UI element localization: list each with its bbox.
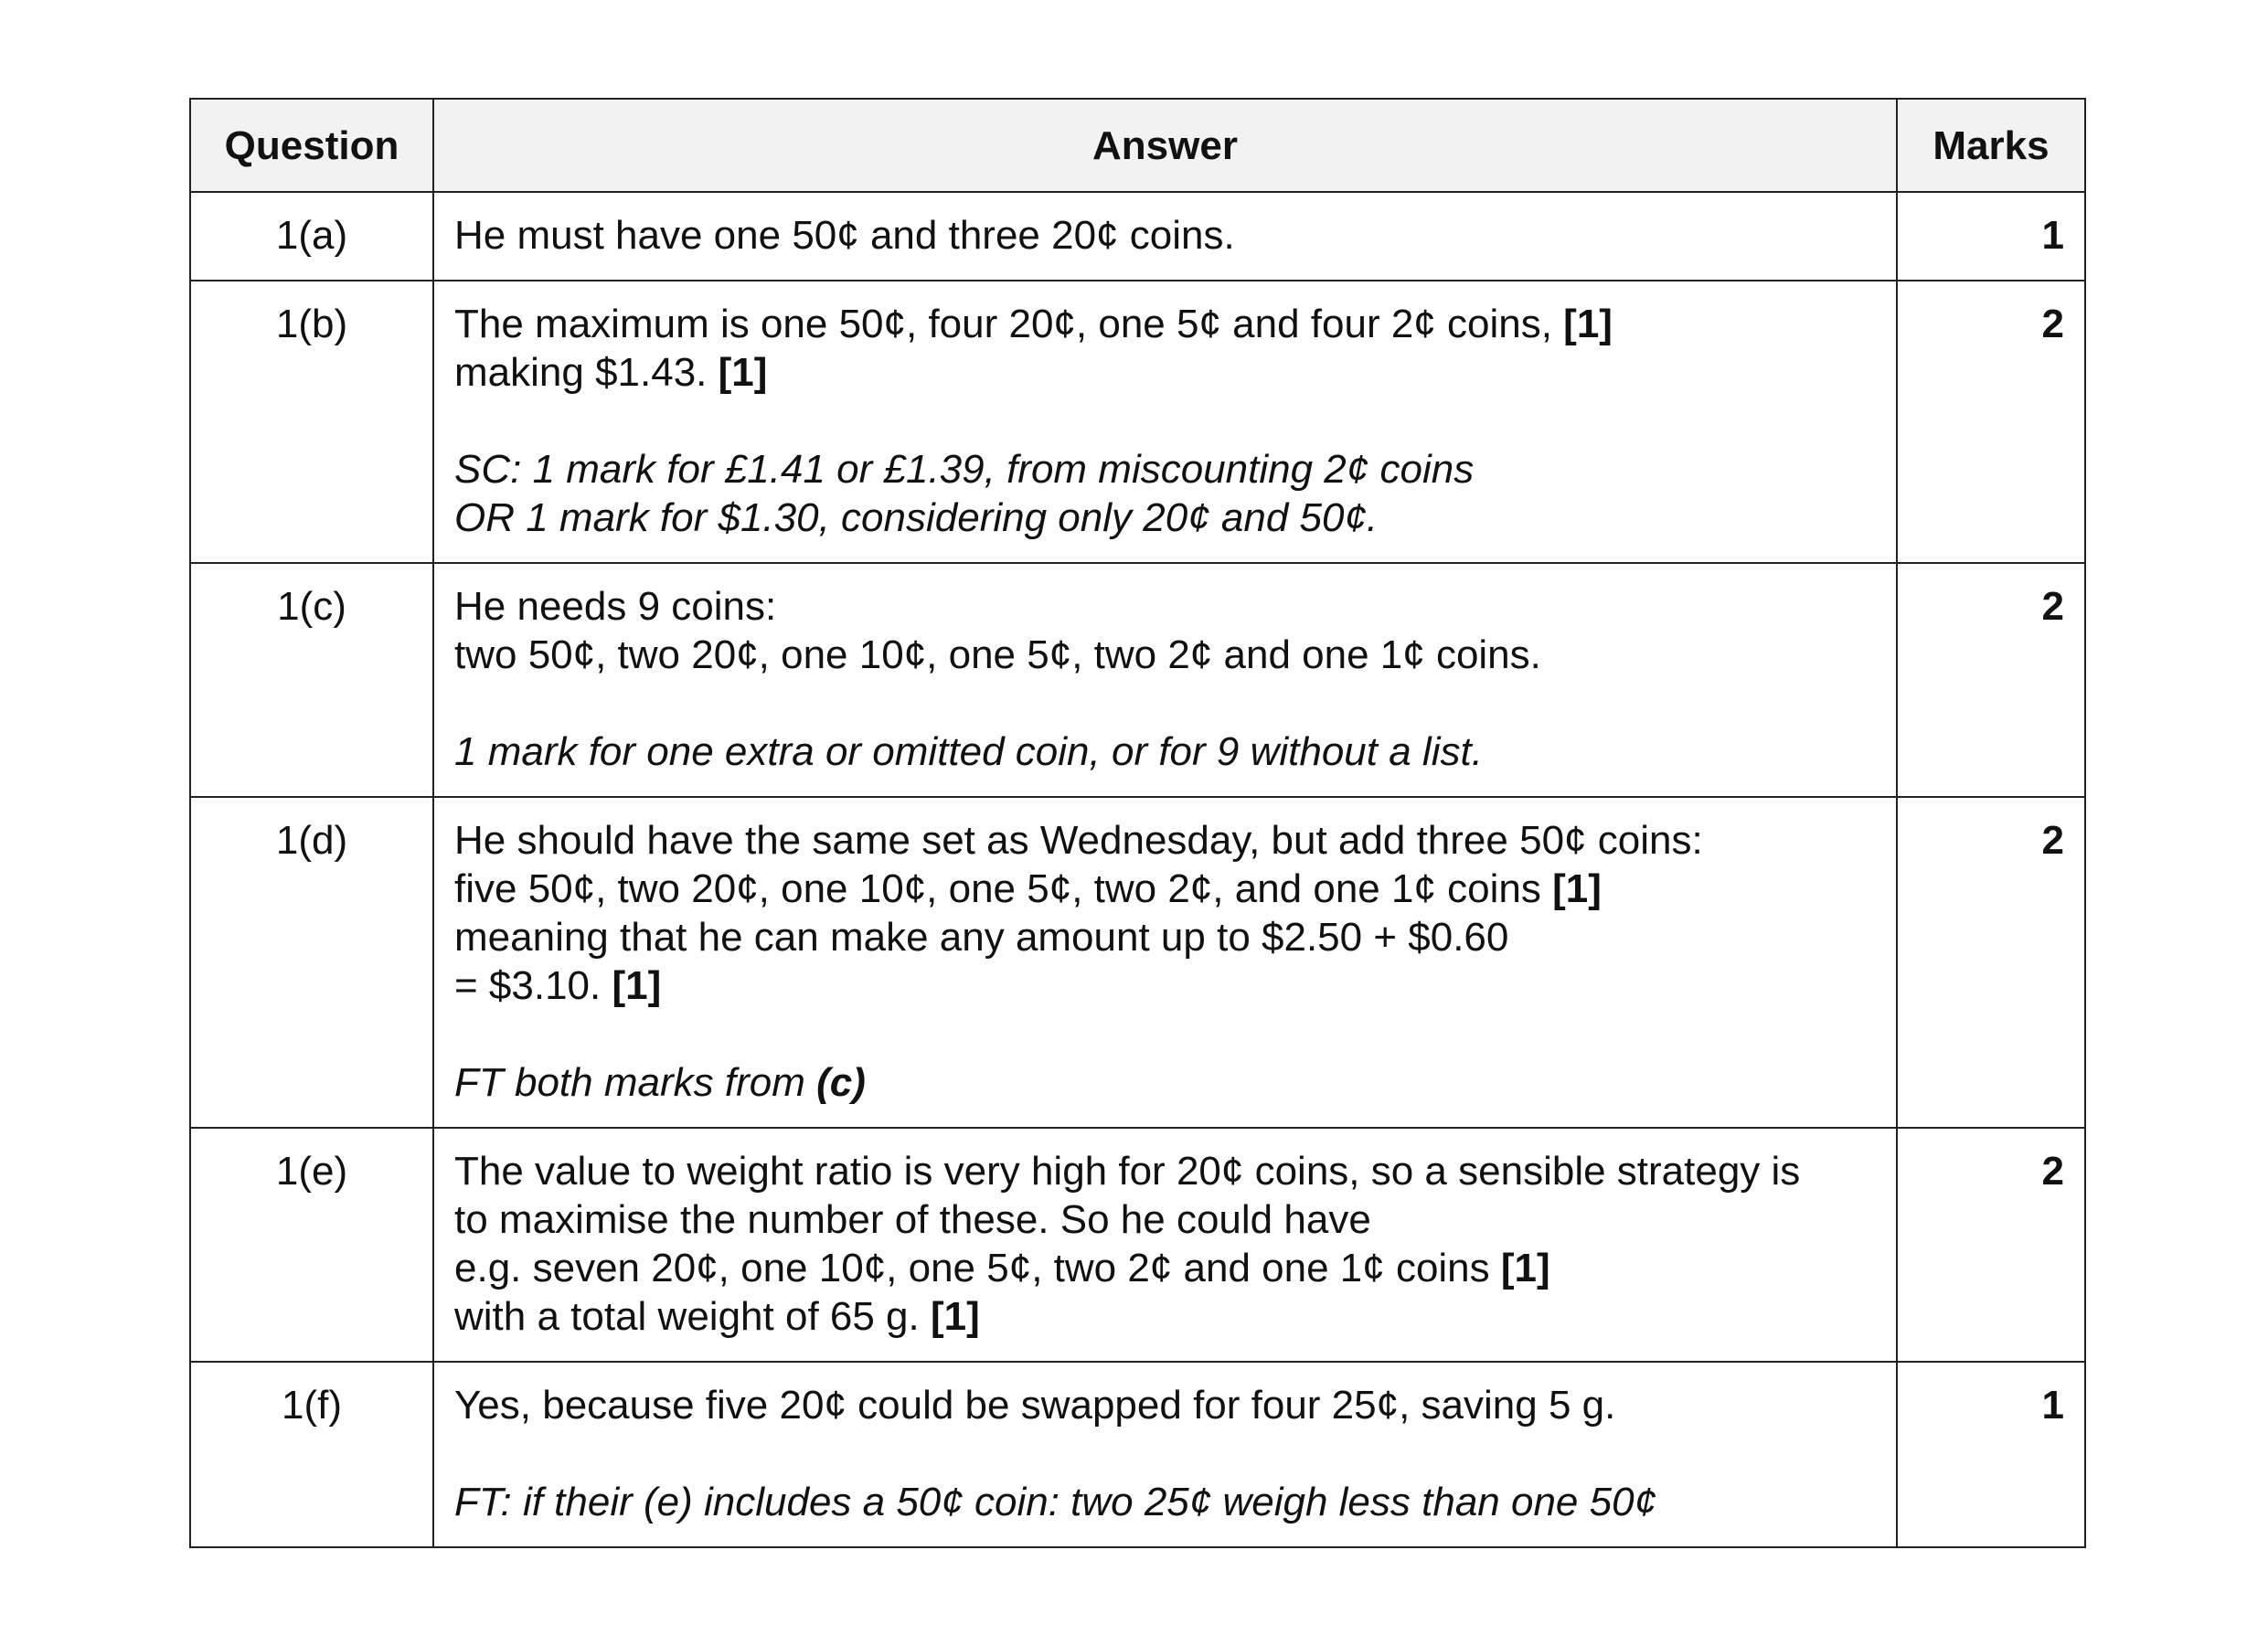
marks-cell: 2 — [1897, 563, 2085, 797]
paragraph-gap — [454, 1010, 1876, 1058]
guidance-text: 1 mark for one extra or omitted coin, or for 9 without a list. — [454, 729, 1483, 774]
table-body — [190, 192, 2085, 1547]
answer-line — [454, 211, 1876, 260]
answer-text: two 50¢, two 20¢, one 10¢, one 5¢, two 2¢ and one 1¢ coins. — [454, 632, 1541, 677]
marks-cell: 2 — [1897, 1128, 2085, 1362]
mark-allocation: [1] — [1552, 866, 1602, 911]
guidance-text: FT: if their (e) includes a 50¢ coin: two 25¢ weigh less than one 50¢ — [454, 1480, 1657, 1524]
answer-cell — [433, 281, 1897, 563]
header-question: Question — [190, 99, 433, 192]
table-row — [190, 281, 2085, 563]
table-row — [190, 797, 2085, 1128]
paragraph-gap — [454, 397, 1876, 445]
answer-line — [454, 1381, 1876, 1429]
mark-allocation: [1] — [1563, 302, 1613, 346]
marks-cell: 2 — [1897, 281, 2085, 563]
mark-allocation: [1] — [930, 1294, 980, 1339]
mark-allocation: [1] — [1500, 1246, 1550, 1290]
answer-text: Yes, because five 20¢ could be swapped for four 25¢, saving 5 g. — [454, 1383, 1616, 1428]
answer-text: He should have the same set as Wednesday, but add three 50¢ coins: — [454, 818, 1703, 863]
answer-cell — [433, 563, 1897, 797]
answer-cell — [433, 192, 1897, 281]
answer-line — [454, 300, 1876, 348]
question-cell: 1(d) — [190, 797, 433, 1128]
mark-scheme-table — [189, 98, 2086, 1548]
question-cell: 1(f) — [190, 1362, 433, 1547]
answer-cell — [433, 1128, 1897, 1362]
header-marks: Marks — [1897, 99, 2085, 192]
guidance-text: FT both marks from — [454, 1060, 805, 1105]
guidance-line — [454, 727, 1876, 776]
mark-allocation: [1] — [718, 350, 768, 395]
table-row — [190, 192, 2085, 281]
guidance-line — [454, 445, 1876, 494]
paragraph-gap — [454, 679, 1876, 727]
answer-line — [454, 816, 1876, 865]
answer-text: meaning that he can make any amount up to $2.50 + $0.60 — [454, 915, 1509, 960]
table-row — [190, 1362, 2085, 1547]
answer-line — [454, 865, 1876, 913]
answer-line — [454, 913, 1876, 961]
answer-line — [454, 1195, 1876, 1244]
answer-text: He must have one 50¢ and three 20¢ coins. — [454, 213, 1235, 258]
answer-text: The maximum is one 50¢, four 20¢, one 5¢ and four 2¢ coins, — [454, 302, 1552, 346]
question-cell: 1(e) — [190, 1128, 433, 1362]
part-reference: (c) — [816, 1060, 866, 1105]
answer-text: He needs 9 coins: — [454, 584, 777, 629]
guidance-text: OR 1 mark for $1.30, considering only 20¢ and 50¢. — [454, 495, 1379, 540]
answer-line — [454, 1292, 1876, 1341]
answer-text: to maximise the number of these. So he could have — [454, 1197, 1371, 1242]
paragraph-gap — [454, 1429, 1876, 1478]
answer-line — [454, 1244, 1876, 1292]
answer-text: = $3.10. — [454, 963, 602, 1008]
answer-cell — [433, 797, 1897, 1128]
answer-text: e.g. seven 20¢, one 10¢, one 5¢, two 2¢ and one 1¢ coins — [454, 1246, 1490, 1290]
answer-line — [454, 348, 1876, 397]
table-row — [190, 563, 2085, 797]
guidance-line — [454, 1478, 1876, 1526]
guidance-text: SC: 1 mark for £1.41 or £1.39, from miscounting 2¢ coins — [454, 447, 1475, 492]
marks-cell: 1 — [1897, 1362, 2085, 1547]
guidance-line — [454, 1058, 1876, 1107]
answer-text: making $1.43. — [454, 350, 708, 395]
question-cell: 1(c) — [190, 563, 433, 797]
guidance-line — [454, 494, 1876, 542]
answer-cell — [433, 1362, 1897, 1547]
mark-allocation: [1] — [612, 963, 662, 1008]
answer-text: with a total weight of 65 g. — [454, 1294, 920, 1339]
header-row — [190, 99, 2085, 192]
header-answer: Answer — [433, 99, 1897, 192]
answer-text: five 50¢, two 20¢, one 10¢, one 5¢, two 2¢, and one 1¢ coins — [454, 866, 1541, 911]
answer-text: The value to weight ratio is very high for 20¢ coins, so a sensible strategy is — [454, 1149, 1801, 1194]
question-cell: 1(b) — [190, 281, 433, 563]
answer-line — [454, 1147, 1876, 1195]
marks-cell: 1 — [1897, 192, 2085, 281]
question-cell: 1(a) — [190, 192, 433, 281]
answer-line — [454, 631, 1876, 679]
marks-cell: 2 — [1897, 797, 2085, 1128]
answer-line — [454, 582, 1876, 631]
table-row — [190, 1128, 2085, 1362]
answer-line — [454, 961, 1876, 1010]
